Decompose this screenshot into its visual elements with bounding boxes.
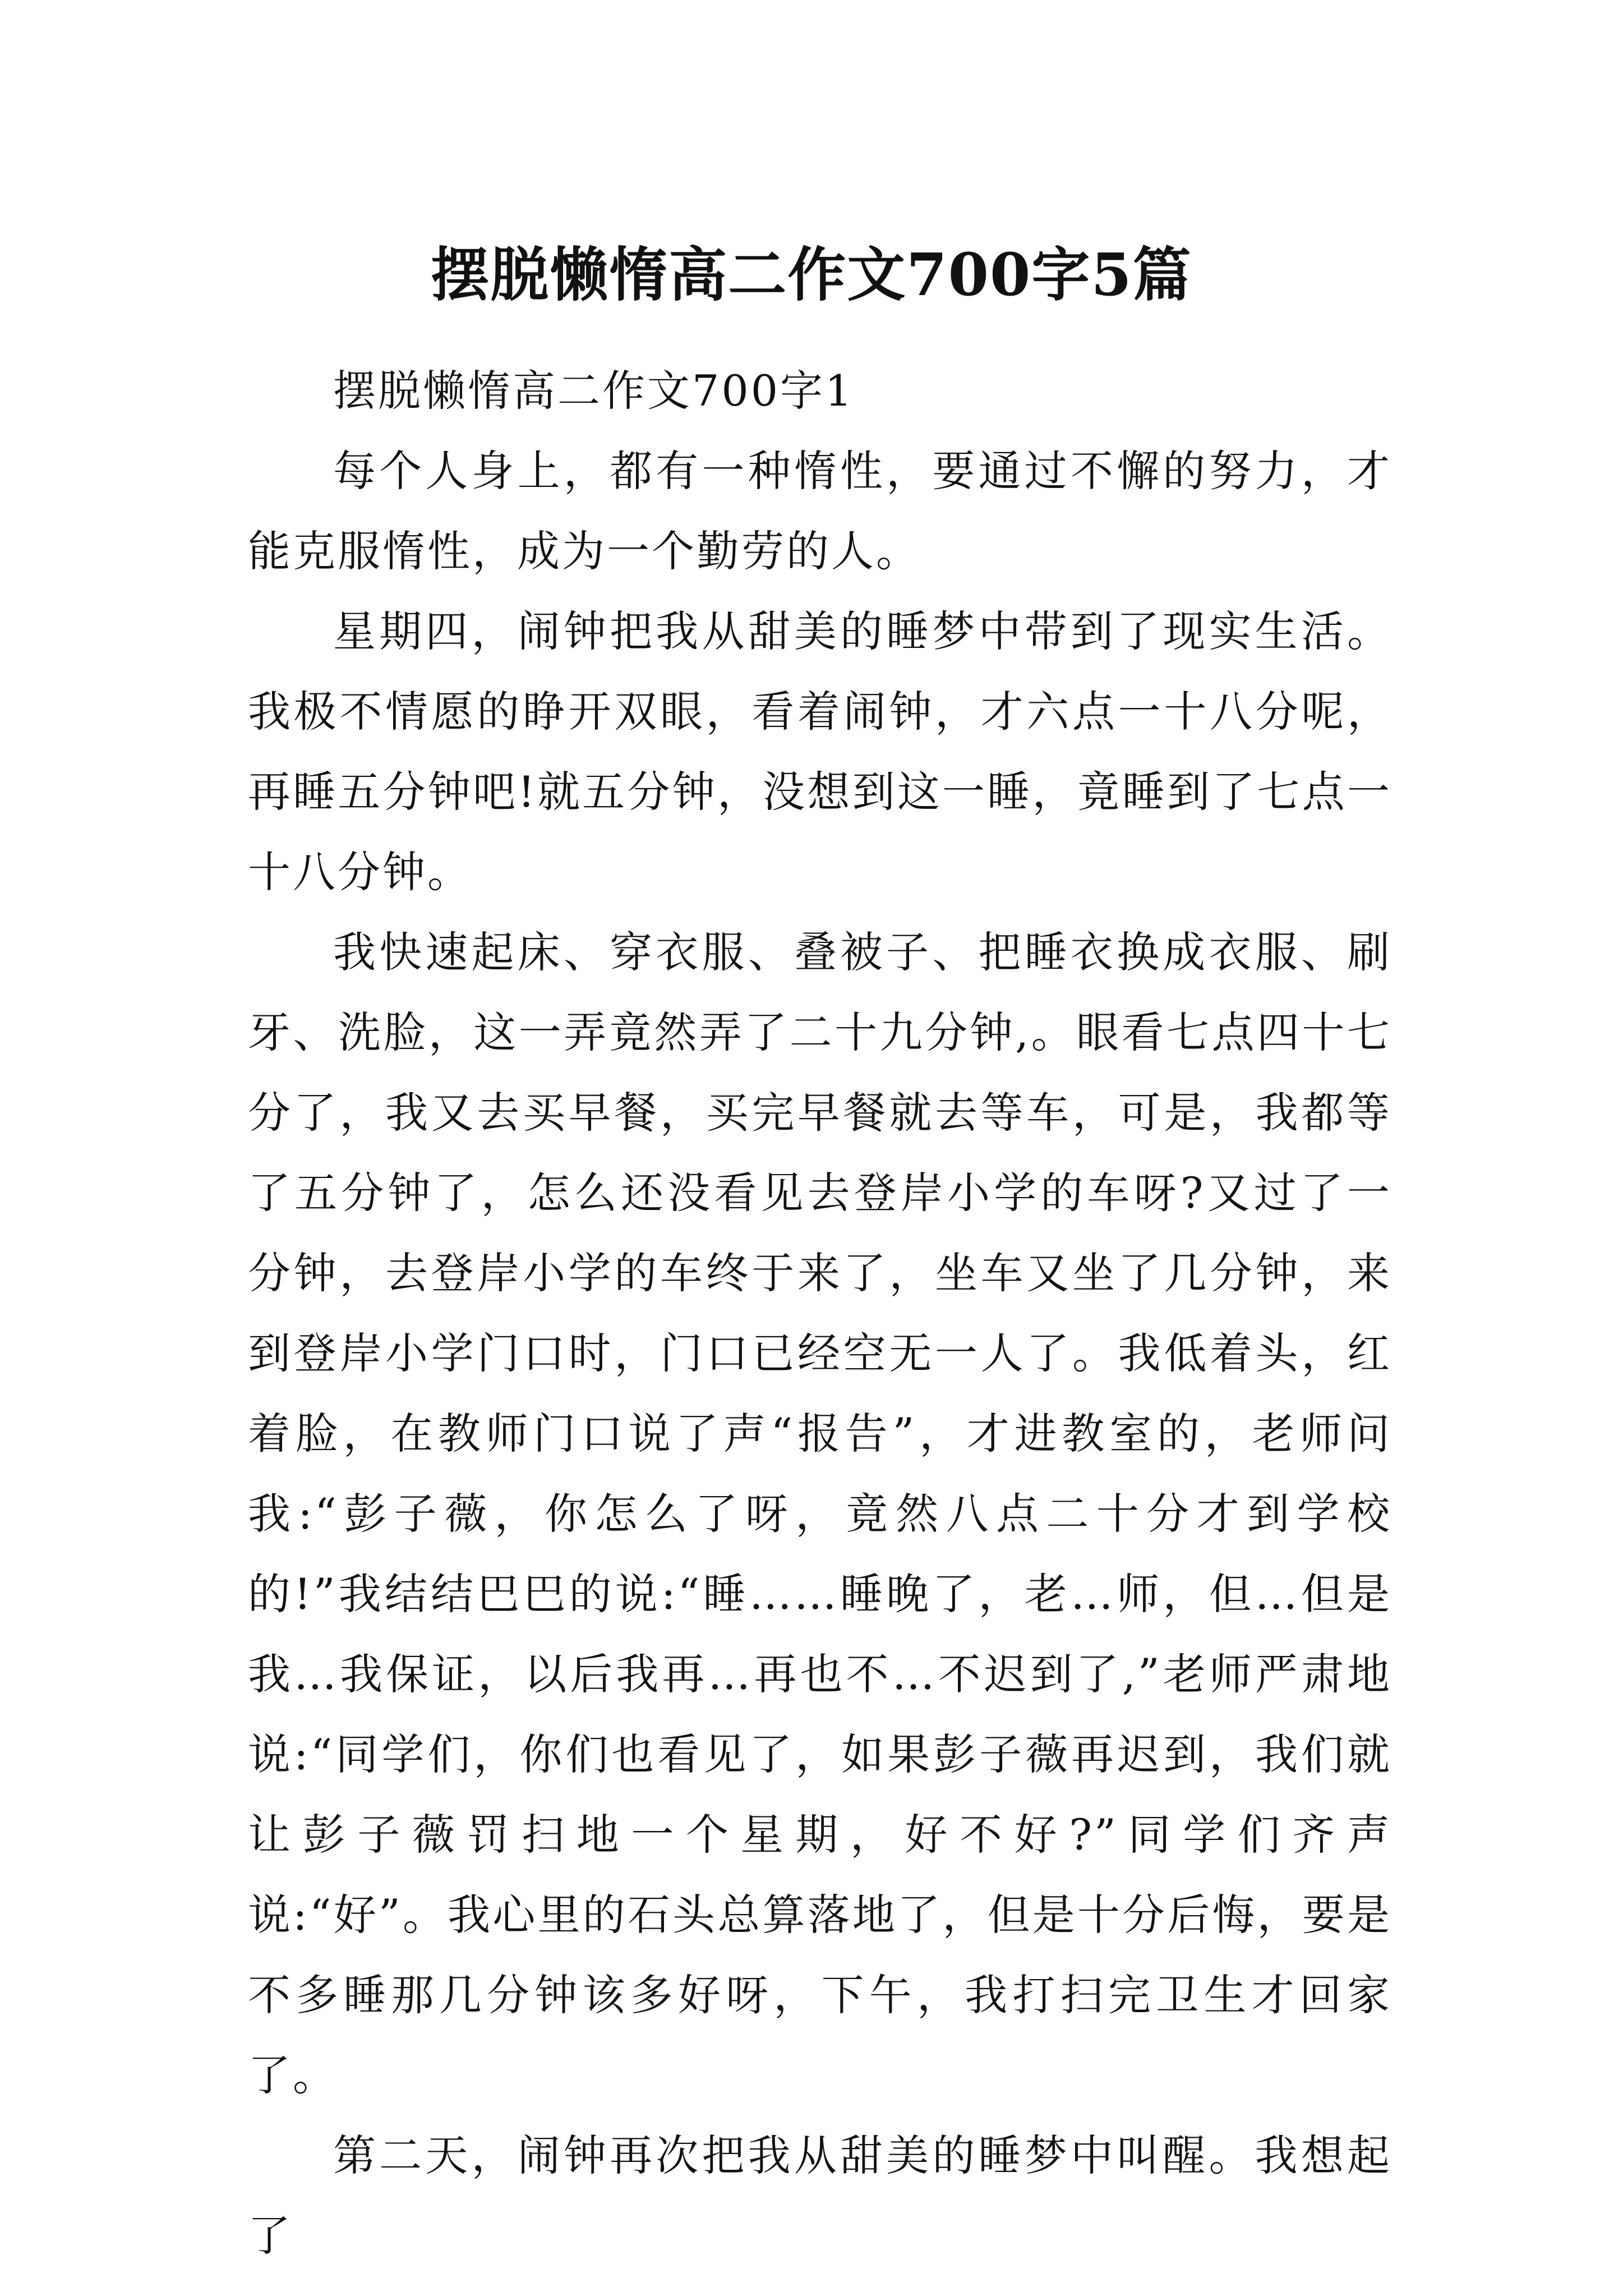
body-paragraph: 星期四，闹钟把我从甜美的睡梦中带到了现实生活。我极不情愿的睁开双眼，看着闹钟，才六点一十八分呢，再睡五分钟吧!就五分钟，没想到这一睡，竟睡到了七点一十八分钟。	[248, 606, 1392, 897]
document-title: 摆脱懒惰高二作文700字5篇	[431, 240, 1192, 309]
body-paragraph: 每个人身上，都有一种惰性，要通过不懈的努力，才能克服惰性，成为一个勤劳的人。	[248, 446, 1392, 576]
body-paragraph: 第二天，闹钟再次把我从甜美的睡梦中叫醒。我想起了	[248, 2131, 1392, 2261]
body-paragraph: 我快速起床、穿衣服、叠被子、把睡衣换成衣服、刷牙、洗脸，这一弄竟然弄了二十九分钟,。眼看七点四十七分了，我又去买早餐，买完早餐就去等车，可是，我都等了五分钟了，怎么还没看见去登岸小学的车呀?又过了一分钟，去登岸小学的车终于来了，坐车又坐了几分钟，来到登岸小学门口时，门口已经空无一人了。我低着头，红着脸，在教师门口说了声“报告”，才进教室的，老师问我:“彭子薇，你怎么了呀，竟然八点二十分才到学校的!”我结结巴巴的说:“睡……睡晚了，老…师，但…但是我…我保证，以后我再…再也不…不迟到了,”老师严肃地说:“同学们，你们也看见了，如果彭子薇再迟到，我们就让彭子薇罚扫地一个星期，好不好?”同学们齐声说:“好”。我心里的石头总算落地了，但是十分后悔，要是不多睡那几分钟该多好呀，下午，我打扫完卫生才回家了。	[248, 927, 1392, 2100]
document-body	[248, 351, 1392, 2276]
section-heading: 摆脱懒惰高二作文700字1	[333, 366, 855, 416]
